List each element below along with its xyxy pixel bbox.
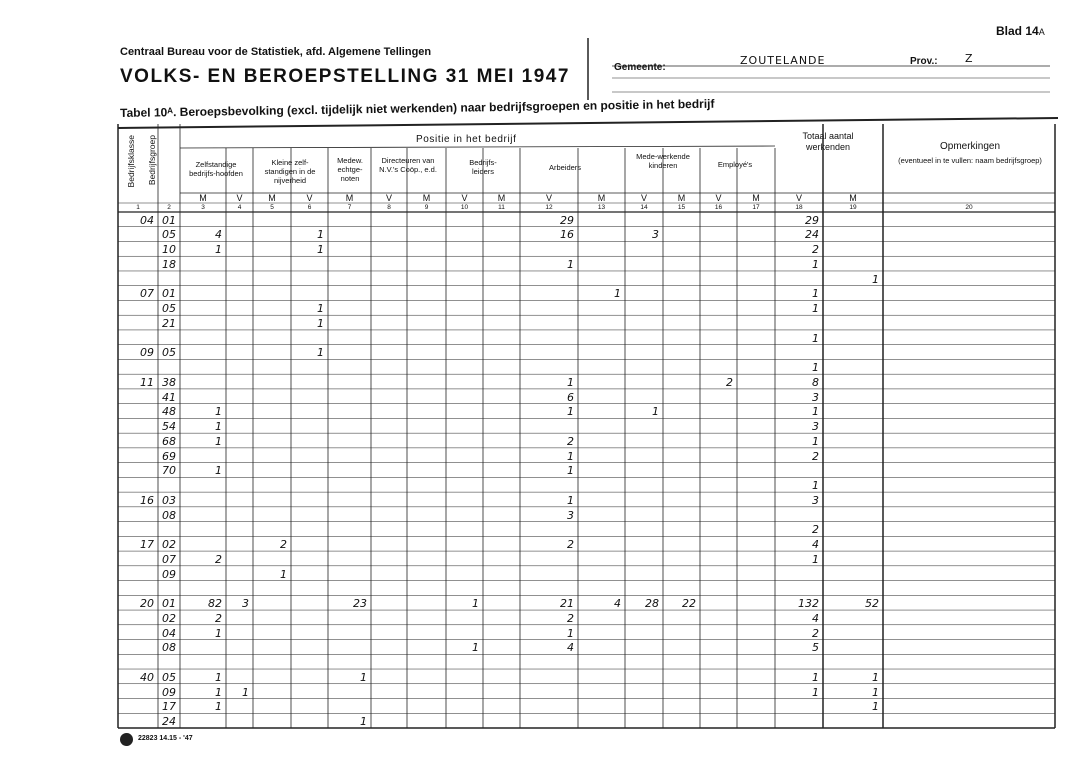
data-cell: 2 (215, 552, 222, 566)
bedrijfsgroep-cell: 21 (162, 316, 176, 330)
data-cell: 3 (567, 508, 574, 522)
positie-underline (180, 146, 775, 148)
m-column-label: M (677, 193, 686, 203)
column-number: 9 (424, 204, 429, 211)
bedrijfsgroep-cell: 09 (162, 567, 176, 581)
data-cell: 2 (567, 538, 574, 552)
column-number: 8 (387, 204, 391, 211)
data-cell: 4 (567, 641, 574, 655)
data-cell: 2 (567, 434, 574, 448)
v-column-label: V (640, 193, 647, 203)
header-zelfstandige: Zelfstandige bedrijfs-hoofden (189, 160, 243, 178)
bedrijfsgroep-cell: 48 (162, 405, 176, 419)
data-cell: 2 (812, 626, 819, 640)
column-number: 2 (167, 204, 171, 211)
bedrijfsklasse-cell: 09 (140, 346, 154, 360)
bedrijfsgroep-cell: 02 (162, 611, 176, 625)
header-opm-sub: (eventueel in te vullen: naam bedrijfsgroep) (898, 156, 1042, 165)
v-column-label: V (795, 193, 802, 203)
m-column-label: M (849, 193, 857, 203)
column-number: 6 (307, 204, 312, 211)
data-cell: 2 (280, 538, 287, 552)
prov-label: Prov.: (910, 56, 938, 67)
data-cell: 1 (812, 479, 819, 493)
v-column-label: V (461, 193, 468, 203)
bedrijfsgroep-cell: 01 (162, 213, 176, 227)
bedrijfsgroep-cell: 04 (162, 626, 176, 640)
header-mede: Mede-werkende kinderen (636, 152, 690, 170)
bedrijfsgroep-cell: 08 (162, 641, 176, 655)
data-cell: 1 (317, 228, 324, 242)
data-cell: 1 (567, 626, 574, 640)
v-column-label: V (385, 193, 392, 203)
data-cell: 22 (682, 597, 696, 611)
data-cell: 1 (215, 420, 222, 434)
data-cell: 6 (567, 390, 574, 404)
header-employes: Employé's (717, 160, 753, 169)
data-cell: 1 (215, 243, 222, 257)
m-column-label: M (497, 193, 506, 203)
data-cell: 2 (812, 243, 819, 257)
data-cell: 23 (353, 597, 367, 611)
v-column-label: V (545, 193, 552, 203)
m-column-label: M (268, 193, 276, 203)
v-column-label: V (715, 193, 722, 203)
data-cell: 28 (645, 597, 659, 611)
header-medew: Medew. echtge-noten (337, 156, 363, 183)
data-cell: 1 (812, 302, 819, 316)
data-cell: 1 (652, 405, 659, 419)
bedrijfsklasse-cell: 04 (140, 213, 154, 227)
data-cell: 1 (872, 670, 879, 684)
sheet-suffix: A (1038, 27, 1045, 37)
data-cell: 29 (805, 213, 819, 227)
data-cell: 1 (872, 685, 879, 699)
data-cell: 1 (614, 287, 621, 301)
bedrijfsgroep-cell: 07 (162, 552, 176, 566)
bedrijfsgroep-cell: 05 (162, 346, 176, 360)
census-title: VOLKS- EN BEROEPSTELLING 31 MEI 1947 (120, 66, 570, 87)
data-cell: 2 (812, 449, 819, 463)
column-number: 16 (714, 204, 723, 211)
bedrijfsgroep-cell: 41 (162, 390, 176, 404)
header-bedrijfsgroep: Bedrijfsgroep (147, 135, 157, 186)
data-cell: 1 (812, 434, 819, 448)
bedrijfsgroep-cell: 01 (162, 287, 176, 301)
table-top-rule (118, 118, 1058, 128)
data-cell: 8 (812, 375, 819, 389)
bedrijfsgroep-cell: 02 (162, 538, 176, 552)
data-cell: 1 (215, 670, 222, 684)
data-cell: 1 (812, 287, 819, 301)
data-cell: 1 (317, 302, 324, 316)
bedrijfsgroep-cell: 09 (162, 685, 176, 699)
data-cell: 1 (567, 449, 574, 463)
data-cell: 2 (567, 611, 574, 625)
m-column-label: M (597, 193, 606, 203)
gemeente-value: ZOUTELANDE (740, 54, 826, 67)
header-positie: Positie in het bedrijf (416, 134, 517, 145)
data-cell: 1 (215, 464, 222, 478)
sheet-number-value: 14 (1025, 24, 1039, 38)
data-cell: 2 (215, 611, 222, 625)
data-cell: 1 (317, 243, 324, 257)
v-column-label: V (236, 193, 243, 203)
header-kleine: Kleine zelf-standigen in de nijverheid (264, 158, 316, 185)
data-cell: 1 (567, 405, 574, 419)
sheet-label: Blad (996, 24, 1023, 38)
bedrijfsgroep-cell: 68 (162, 434, 176, 448)
data-cell: 132 (798, 597, 819, 611)
header-arbeiders: Arbeiders (548, 163, 582, 172)
bedrijfsgroep-cell: 03 (162, 493, 176, 507)
data-cell: 1 (360, 670, 367, 684)
column-number: 3 (201, 204, 205, 211)
data-cell: 3 (812, 420, 819, 434)
bedrijfsgroep-cell: 05 (162, 670, 176, 684)
column-number: 5 (270, 204, 274, 211)
bedrijfsklasse-cell: 16 (140, 493, 154, 507)
bedrijfsgroep-cell: 24 (162, 715, 176, 728)
data-cell: 3 (652, 228, 659, 242)
data-cell: 1 (812, 405, 819, 419)
data-cell: 1 (567, 257, 574, 271)
m-column-label: M (422, 193, 431, 203)
bedrijfsgroep-cell: 18 (162, 257, 176, 271)
m-column-label: M (345, 193, 354, 203)
bureau-name: Centraal Bureau voor de Statistiek, afd. Algemene Tellingen (120, 46, 432, 58)
data-cell: 21 (560, 597, 574, 611)
data-cell: 1 (280, 567, 287, 581)
data-cell: 82 (208, 597, 222, 611)
data-cell: 4 (812, 611, 819, 625)
data-cell: 29 (560, 213, 574, 227)
data-cell: 1 (215, 405, 222, 419)
data-cell: 16 (560, 228, 574, 242)
data-cell: 4 (215, 228, 222, 242)
bedrijfsklasse-cell: 17 (140, 538, 154, 552)
m-column-label: M (199, 193, 207, 203)
data-cell: 52 (865, 597, 879, 611)
data-cell: 1 (472, 597, 479, 611)
bedrijfsgroep-cell: 01 (162, 597, 176, 611)
bedrijfsgroep-cell: 08 (162, 508, 176, 522)
column-number: 12 (545, 204, 553, 211)
bedrijfsgroep-cell: 05 (162, 302, 176, 316)
header-opmerkingen: Opmerkingen (939, 141, 1001, 152)
bedrijfsgroep-cell: 05 (162, 228, 176, 242)
bedrijfsgroep-cell: 54 (162, 420, 176, 434)
column-number: 19 (849, 204, 857, 211)
data-cell: 1 (215, 685, 222, 699)
data-cell: 1 (567, 375, 574, 389)
bedrijfsklasse-cell: 07 (140, 287, 154, 301)
column-number: 4 (237, 204, 242, 211)
data-cell: 1 (812, 552, 819, 566)
column-number: 13 (597, 204, 606, 211)
data-cell: 3 (812, 493, 819, 507)
table-title: Tabel 10ᴬ. Beroepsbevolking (excl. tijdelijk niet werkenden) naar bedrijfsgroepen en positie in het bedrijf (120, 96, 715, 120)
column-number: 15 (677, 204, 686, 211)
v-column-label: V (306, 193, 313, 203)
print-code: 22823 14.15 - '47 (138, 735, 193, 742)
bedrijfsgroep-cell: 38 (162, 375, 176, 389)
data-cell: 1 (872, 272, 879, 286)
column-number: 20 (965, 204, 973, 211)
data-cell: 1 (317, 346, 324, 360)
header-totaal: Totaal aantal werkenden (802, 131, 854, 152)
header-leiders: Bedrijfs-leiders (469, 158, 497, 176)
column-number: 17 (752, 204, 760, 211)
bedrijfsgroep-cell: 10 (162, 243, 176, 257)
data-cell: 1 (567, 493, 574, 507)
data-cell: 1 (812, 685, 819, 699)
data-cell: 1 (812, 361, 819, 375)
column-number: 10 (460, 204, 469, 211)
data-cell: 3 (812, 390, 819, 404)
header-directeuren: Directeuren van N.V.'s Coöp., e.d. (379, 156, 437, 174)
data-cell: 1 (812, 331, 819, 345)
data-cell: 1 (215, 700, 222, 714)
m-column-label: M (752, 193, 760, 203)
cbs-logo-icon (120, 733, 133, 746)
data-cell: 4 (812, 538, 819, 552)
data-cell: 4 (614, 597, 621, 611)
gemeente-label: Gemeente: (614, 62, 666, 73)
bedrijfsgroep-cell: 17 (162, 700, 176, 714)
prov-value: Z (965, 52, 973, 65)
bedrijfsklasse-cell: 11 (140, 375, 154, 389)
data-cell: 1 (360, 715, 367, 728)
data-cell: 1 (215, 434, 222, 448)
data-cell: 2 (812, 523, 819, 537)
data-cell: 1 (872, 700, 879, 714)
bedrijfsklasse-cell: 20 (140, 597, 154, 611)
data-cell: 1 (215, 626, 222, 640)
bedrijfsgroep-cell: 69 (162, 449, 176, 463)
bedrijfsgroep-cell: 70 (162, 464, 176, 478)
data-cell: 5 (812, 641, 819, 655)
bedrijfsklasse-cell: 40 (140, 670, 154, 684)
column-number: 14 (640, 204, 648, 211)
data-cell: 1 (812, 257, 819, 271)
data-cell: 3 (242, 597, 249, 611)
column-number: 18 (795, 204, 803, 211)
data-cell: 1 (472, 641, 479, 655)
data-cell: 1 (567, 464, 574, 478)
data-cell: 2 (726, 375, 733, 389)
data-cell: 24 (805, 228, 819, 242)
column-number: 1 (136, 204, 140, 211)
header-bedrijfsklasse: Bedrijfsklasse (126, 135, 136, 188)
data-cell: 1 (242, 685, 249, 699)
data-cell: 1 (812, 670, 819, 684)
column-number: 7 (347, 204, 352, 211)
column-number: 11 (498, 204, 505, 211)
data-cell: 1 (317, 316, 324, 330)
